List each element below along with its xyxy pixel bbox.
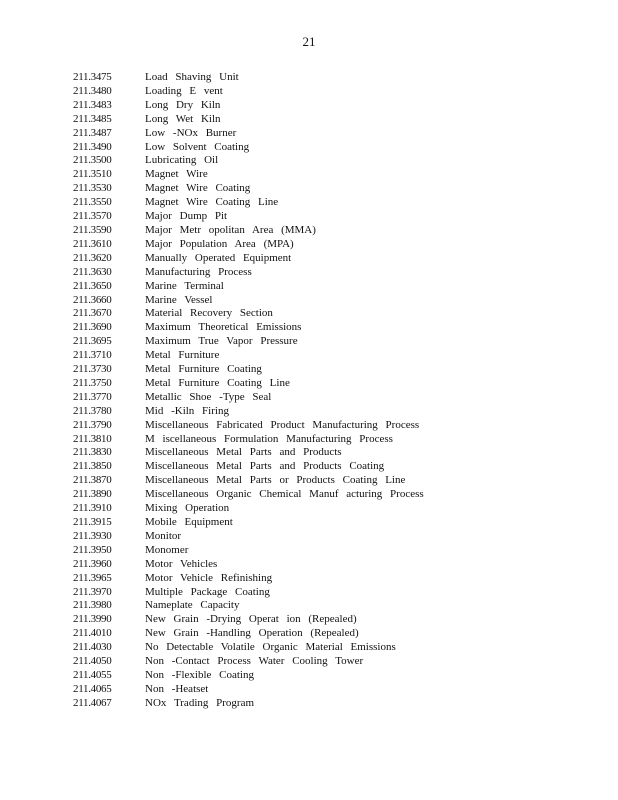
definition-entry: [73, 544, 593, 558]
defined-term: Low Solvent Coating: [145, 140, 250, 153]
defined-term: Miscellaneous Metal Parts and Products: [145, 446, 342, 459]
defined-term: Metallic Shoe -Type Seal: [145, 390, 272, 403]
section-number: 211.3650: [73, 279, 112, 292]
defined-term: Major Population Area (MPA): [145, 237, 294, 250]
definition-entry: [73, 71, 593, 85]
section-number: 211.3570: [73, 210, 112, 223]
definition-entry: [73, 516, 593, 530]
section-number: 211.3980: [73, 599, 112, 612]
section-number: 211.3510: [73, 168, 112, 181]
section-number: 211.3710: [73, 349, 112, 362]
page-number: 21: [302, 34, 316, 49]
definition-entry: [73, 307, 593, 321]
defined-term: M iscellaneous Formulation Manufacturing Process: [145, 432, 393, 445]
section-number: 211.3500: [73, 154, 112, 167]
section-number: 211.3475: [73, 71, 112, 83]
defined-term: Non -Contact Process Water Cooling Tower: [145, 655, 364, 668]
defined-term: Maximum Theoretical Emissions: [145, 321, 302, 334]
definition-entry: [73, 349, 593, 363]
definition-entry: [73, 182, 593, 196]
section-number: 211.3490: [73, 140, 112, 153]
section-number: 211.3850: [73, 460, 112, 473]
defined-term: Magnet Wire Coating Line: [145, 196, 279, 209]
definition-entry: [73, 655, 593, 669]
defined-term: Monitor: [145, 529, 182, 542]
defined-term: Motor Vehicle Refinishing: [145, 571, 273, 584]
section-number: 211.3750: [73, 376, 112, 389]
definition-entry: [73, 224, 593, 238]
definition-entry: [73, 586, 593, 600]
definition-entry: [73, 460, 593, 474]
defined-term: Motor Vehicles: [145, 557, 218, 570]
definition-entry: [73, 377, 593, 391]
defined-term: Miscellaneous Metal Parts and Products Coating: [145, 460, 385, 473]
defined-term: Non -Heatset: [145, 682, 209, 695]
section-number: 211.3730: [73, 363, 112, 376]
defined-term: New Grain -Handling Operation (Repealed): [145, 627, 359, 640]
defined-term: Monomer: [145, 543, 189, 556]
section-number: 211.3890: [73, 488, 112, 501]
definitions-list: [73, 71, 593, 711]
defined-term: Magnet Wire: [145, 168, 208, 181]
section-number: 211.3965: [73, 571, 112, 584]
section-number: 211.3550: [73, 196, 112, 209]
definition-entry: [73, 168, 593, 182]
section-number: 211.3960: [73, 557, 112, 570]
section-number: 211.3690: [73, 321, 112, 334]
defined-term: Miscellaneous Fabricated Product Manufacturing Process: [145, 418, 420, 431]
defined-term: Low -NOx Burner: [145, 126, 237, 139]
section-number: 211.3810: [73, 432, 112, 445]
defined-term: Major Metr opolitan Area (MMA): [145, 223, 316, 236]
section-number: 211.3670: [73, 307, 112, 320]
definition-entry: [73, 613, 593, 627]
section-number: 211.3970: [73, 585, 112, 598]
section-number: 211.3870: [73, 474, 112, 487]
definition-entry: [73, 113, 593, 127]
defined-term: Manually Operated Equipment: [145, 251, 292, 264]
definition-entry: [73, 252, 593, 266]
defined-term: Non -Flexible Coating: [145, 668, 254, 681]
section-number: 211.3480: [73, 84, 112, 97]
defined-term: Material Recovery Section: [145, 307, 273, 320]
defined-term: Multiple Package Coating: [145, 585, 270, 598]
section-number: 211.3910: [73, 502, 112, 515]
definition-entry: [73, 85, 593, 99]
definition-entry: [73, 280, 593, 294]
defined-term: Metal Furniture: [145, 349, 220, 362]
definition-entry: [73, 488, 593, 502]
section-number: 211.3915: [73, 516, 112, 528]
section-number: 211.4065: [73, 682, 112, 695]
definition-entry: [73, 419, 593, 433]
defined-term: Load Shaving Unit: [145, 71, 239, 83]
section-number: 211.4030: [73, 641, 112, 654]
section-number: 211.3660: [73, 293, 112, 306]
defined-term: Nameplate Capacity: [145, 599, 240, 612]
definition-entry: [73, 446, 593, 460]
section-number: 211.3780: [73, 404, 112, 417]
section-number: 211.3790: [73, 418, 112, 431]
defined-term: Mid -Kiln Firing: [145, 404, 229, 417]
definition-entry: [73, 210, 593, 224]
definition-entry: [73, 433, 593, 447]
definition-entry: [73, 599, 593, 613]
defined-term: Major Dump Pit: [145, 210, 228, 223]
definition-entry: [73, 572, 593, 586]
definition-entry: [73, 141, 593, 155]
section-number: 211.3530: [73, 182, 112, 195]
section-number: 211.4050: [73, 655, 112, 668]
defined-term: Loading E vent: [145, 84, 223, 97]
section-number: 211.3630: [73, 265, 112, 278]
definition-entry: [73, 335, 593, 349]
section-number: 211.3695: [73, 335, 112, 348]
definition-entry: [73, 669, 593, 683]
definition-entry: [73, 474, 593, 488]
defined-term: Long Dry Kiln: [145, 98, 221, 111]
section-number: 211.4067: [73, 696, 112, 709]
section-number: 211.3990: [73, 613, 112, 626]
definition-entry: [73, 502, 593, 516]
section-number: 211.3930: [73, 529, 112, 542]
defined-term: Miscellaneous Metal Parts or Products Coating Line: [145, 474, 406, 487]
section-number: 211.3770: [73, 390, 112, 403]
definition-entry: [73, 294, 593, 308]
section-number: 211.3950: [73, 543, 112, 556]
defined-term: NOx Trading Program: [145, 696, 255, 709]
definition-entry: [73, 238, 593, 252]
defined-term: Miscellaneous Organic Chemical Manuf acturing Process: [145, 488, 424, 501]
definition-entry: [73, 127, 593, 141]
defined-term: Long Wet Kiln: [145, 112, 221, 125]
section-number: 211.4010: [73, 627, 112, 640]
section-number: 211.3590: [73, 223, 112, 236]
defined-term: Mixing Operation: [145, 502, 230, 515]
defined-term: No Detectable Volatile Organic Material Emissions: [145, 641, 396, 654]
definition-entry: [73, 697, 593, 711]
defined-term: Marine Vessel: [145, 293, 213, 306]
defined-term: Maximum True Vapor Pressure: [145, 335, 298, 348]
section-number: 211.3485: [73, 112, 112, 125]
defined-term: New Grain -Drying Operat ion (Repealed): [145, 613, 357, 626]
definition-entry: [73, 391, 593, 405]
defined-term: Metal Furniture Coating: [145, 363, 262, 376]
section-number: 211.4055: [73, 668, 112, 681]
defined-term: Magnet Wire Coating: [145, 182, 251, 195]
section-number: 211.3483: [73, 98, 112, 111]
definition-entry: [73, 558, 593, 572]
definition-entry: [73, 154, 593, 168]
definition-entry: [73, 683, 593, 697]
definition-entry: [73, 196, 593, 210]
definition-entry: [73, 641, 593, 655]
section-number: 211.3830: [73, 446, 112, 459]
defined-term: Manufacturing Process: [145, 265, 252, 278]
section-number: 211.3487: [73, 126, 112, 139]
section-number: 211.3620: [73, 251, 112, 264]
definition-entry: [73, 530, 593, 544]
definition-entry: [73, 99, 593, 113]
defined-term: Marine Terminal: [145, 279, 224, 292]
defined-term: Mobile Equipment: [145, 516, 233, 528]
section-number: 211.3610: [73, 237, 112, 250]
definition-entry: [73, 405, 593, 419]
defined-term: Lubricating Oil: [145, 154, 219, 167]
definition-entry: [73, 627, 593, 641]
definition-entry: [73, 321, 593, 335]
definition-entry: [73, 363, 593, 377]
definition-entry: [73, 266, 593, 280]
defined-term: Metal Furniture Coating Line: [145, 376, 290, 389]
